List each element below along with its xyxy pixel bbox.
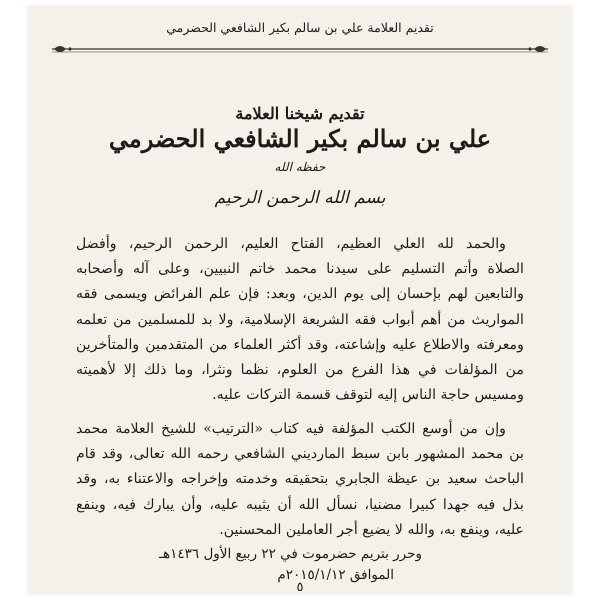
honorific: حفظه الله bbox=[274, 160, 326, 174]
text-line: الباحث سعيد بن عيظة الجابري بتحقيقه وخدمته وإخراجه والاعتناء به، وقد bbox=[76, 471, 524, 488]
text-line: وإن من أوسع الكتب المؤلفة فيه كتاب «الترتيب» للشيخ العلامة محمد bbox=[76, 421, 506, 437]
text-line: عليه، وينفع به، والله لا يضيع أجر العاملين المحسنين. bbox=[219, 521, 524, 538]
author-name: علي بن سالم بكير الشافعي الحضرمي bbox=[108, 124, 492, 153]
ornamental-rule bbox=[52, 42, 548, 56]
page-number: ٥ bbox=[296, 580, 304, 595]
text-line: والتابعين لهم بإحسان إلى يوم الدين، وبعد: فإن علم الفرائض ويسمى فقه bbox=[76, 286, 524, 303]
text-line: الصلاة وأتم التسليم على سيدنا محمد خاتم النبيين، وعلى آله وأصحابه bbox=[76, 261, 524, 278]
text-line: ومسيس حاجة الناس إليه لتوقف قسمة التركات عليه. bbox=[212, 387, 524, 404]
text-line: والحمد لله العلي العظيم، الفتاح العليم، الرحمن الرحيم، وأفضل bbox=[76, 236, 506, 252]
text-line: المواريث من أهم أبواب فقه الشريعة الإسلامية، ولا بد للمسلمين من تعلمه bbox=[76, 311, 524, 328]
intro-title: تقديم شيخنا العلامة bbox=[235, 104, 365, 123]
basmala: بسم الله الرحمن الرحيم bbox=[214, 188, 386, 208]
paragraph-2 bbox=[76, 417, 524, 543]
text-line: من المؤلفات في هذا الفرع من العلوم، نظما ونثرا، وما ذلك إلا لأهميته bbox=[76, 362, 524, 379]
signature-place-date: وحرر بتريم حضرموت في ٢٢ ربيع الأول ١٤٣٦هـ bbox=[159, 546, 422, 562]
text-line: ومعرفته والاطلاع عليه وإشاعته، وقد أكثر العلماء من المتقدمين والمتأخرين bbox=[76, 336, 524, 353]
running-title: تقديم العلامة علي بن سالم بكير الشافعي الحضرمي bbox=[166, 20, 434, 35]
signature-gregorian-date: الموافق ٢٠١٥/١/١٢م bbox=[277, 567, 394, 583]
book-page bbox=[28, 6, 572, 594]
text-line: بن محمد المشهور بابن سبط المارديني الشافعي رحمه الله تعالى، وقد قام bbox=[76, 446, 524, 463]
text-line: بذل فيه جهدا كبيرا مضنيا، نسأل الله أن يثيبه عليه، وأن يبارك فيه، وينفع bbox=[76, 496, 524, 513]
paragraph-1 bbox=[76, 232, 524, 408]
